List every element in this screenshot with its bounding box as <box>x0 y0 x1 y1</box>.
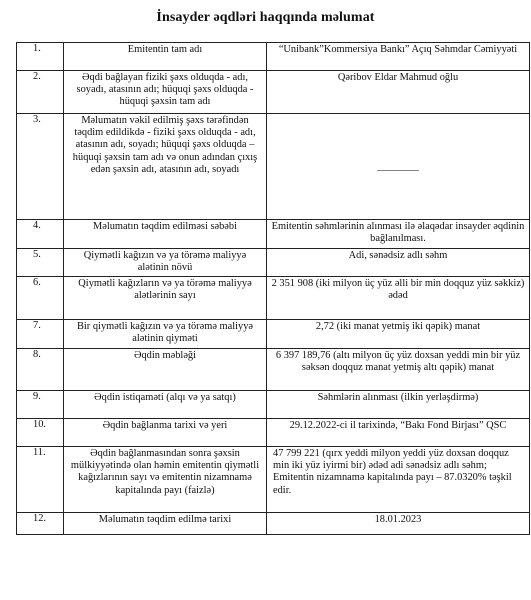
row-number: 3. <box>17 114 64 220</box>
row-value: 2,72 (iki manat yetmiş iki qəpik) manat <box>267 320 530 349</box>
table-row <box>17 249 530 277</box>
row-value: 2 351 908 (iki milyon üç yüz əlli bir min doqquz yüz səkkiz) ədəd <box>267 277 530 320</box>
row-label: Emitentin tam adı <box>64 43 267 71</box>
row-number: 10. <box>17 419 64 447</box>
table-row <box>17 320 530 349</box>
table-row <box>17 349 530 391</box>
row-label: Bir qiymətli kağızın və ya törəmə maliyyə alətinin qiyməti <box>64 320 267 349</box>
row-value <box>267 114 530 220</box>
empty-value-dash: ———— <box>377 165 419 176</box>
row-label: Əqdin məbləği <box>64 349 267 391</box>
row-number: 4. <box>17 220 64 249</box>
row-label: Məlumatın təqdim edilmə tarixi <box>64 513 267 535</box>
row-label: Məlumatın təqdim edilməsi səbəbi <box>64 220 267 249</box>
row-value: Səhmlərin alınması (ilkin yerləşdirmə) <box>267 391 530 419</box>
table-row <box>17 513 530 535</box>
row-label: Qiymətli kağızların və ya törəmə maliyyə alətlərinin sayı <box>64 277 267 320</box>
row-value: “Unibank”Kommersiya Bankı” Açıq Səhmdar Cəmiyyəti <box>267 43 530 71</box>
row-label: Məlumatın vəkil edilmiş şəxs tərəfindən təqdim edildikdə - fiziki şəxs olduqda - adı, atasının adı, soyadı; hüquqi şəxs olduqda – hüquqi şəxsin tam adı və onun adından çıxış edən şəxsin adı, atasının adı, soyadı <box>64 114 267 220</box>
document-title: İnsayder əqdləri haqqında məlumat <box>156 10 375 25</box>
table-row <box>17 277 530 320</box>
table-row <box>17 43 530 71</box>
insider-info-table <box>16 42 530 535</box>
row-label: Əqdin bağlanmasından sonra şəxsin mülkiyyətində olan həmin emitentin qiymətli kağızlarının sayı və emitentin nizamnamə kapitalında payı (faizlə) <box>64 447 267 513</box>
row-label: Əqdin bağlanma tarixi və yeri <box>64 419 267 447</box>
row-number: 9. <box>17 391 64 419</box>
row-value: Qəribov Eldar Mahmud oğlu <box>267 71 530 114</box>
row-label: Qiymətli kağızın və ya törəmə maliyyə alətinin növü <box>64 249 267 277</box>
row-label: Əqdi bağlayan fiziki şəxs olduqda - adı, soyadı, atasının adı; hüquqi şəxs olduqda - hüquqi şəxsin tam adı <box>64 71 267 114</box>
row-value: Emitentin səhmlərinin alınması ilə əlaqədar insayder əqdinin bağlanılması. <box>267 220 530 249</box>
row-number: 2. <box>17 71 64 114</box>
table-row <box>17 114 530 220</box>
row-number: 6. <box>17 277 64 320</box>
table-row <box>17 220 530 249</box>
table-row <box>17 447 530 513</box>
row-value: Adi, sənədsiz adlı səhm <box>267 249 530 277</box>
row-label: Əqdin istiqaməti (alqı və ya satqı) <box>64 391 267 419</box>
row-number: 8. <box>17 349 64 391</box>
row-number: 12. <box>17 513 64 535</box>
row-number: 11. <box>17 447 64 513</box>
row-value: 29.12.2022-ci il tarixində, “Bakı Fond Birjası” QSC <box>267 419 530 447</box>
table-row <box>17 71 530 114</box>
row-number: 1. <box>17 43 64 71</box>
row-number: 7. <box>17 320 64 349</box>
row-number: 5. <box>17 249 64 277</box>
table-row <box>17 391 530 419</box>
table-row <box>17 419 530 447</box>
row-value: 6 397 189,76 (altı milyon üç yüz doxsan yeddi min bir yüz səksən doqquz manat yetmiş altı qəpik) manat <box>267 349 530 391</box>
row-value: 18.01.2023 <box>267 513 530 535</box>
row-value: 47 799 221 (qırx yeddi milyon yeddi yüz doxsan doqquz min iki yüz iyirmi bir) ədəd adi sənədsiz adlı səhm; Emitentin nizamnamə kapitalında payı – 87.0320% təşkil edir. <box>267 447 530 513</box>
